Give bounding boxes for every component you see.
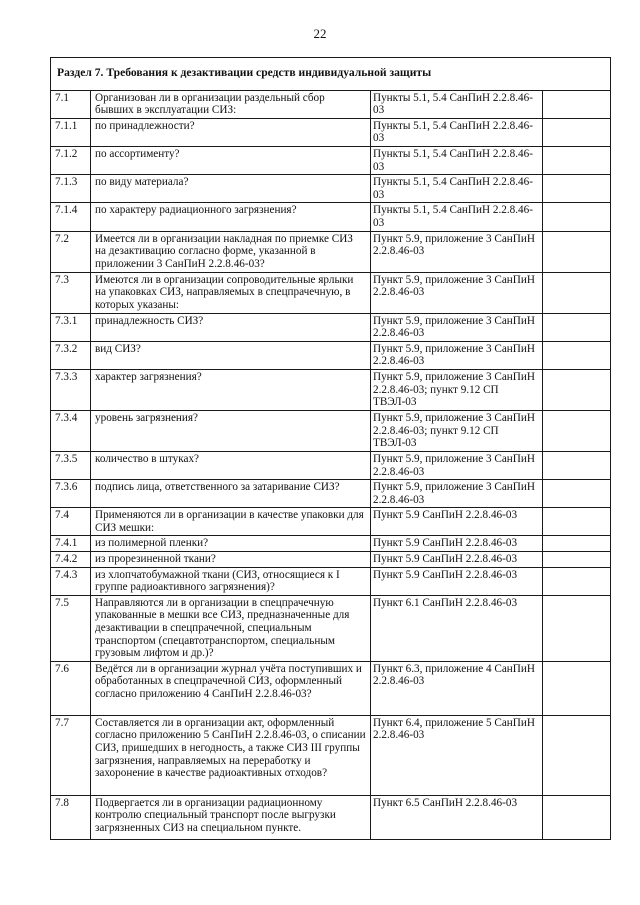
row-reference: Пункт 6.3, приложение 4 СанПиН 2.2.8.46-03 [371, 661, 543, 715]
row-question: Подвергается ли в организации радиационному контролю специальный транспорт после выгрузки загрязненных СИЗ на специальном пункте. [91, 795, 371, 839]
row-number: 7.1.4 [51, 203, 91, 231]
row-reference: Пункт 5.9, приложение 3 СанПиН 2.2.8.46-03 [371, 313, 543, 341]
table-row [51, 595, 611, 661]
requirements-table [50, 57, 611, 840]
table-row [51, 451, 611, 479]
row-mark-cell [543, 313, 611, 341]
row-mark-cell [543, 536, 611, 552]
row-mark-cell [543, 451, 611, 479]
row-number: 7.1 [51, 90, 91, 118]
table-row [51, 313, 611, 341]
row-question: Имеются ли в организации сопроводительные ярлыки на упаковках СИЗ, направляемых в спецпрачечную, в которых указаны: [91, 272, 371, 313]
row-question: Имеется ли в организации накладная по приемке СИЗ на дезактивацию согласно форме, указанной в приложении 3 СанПиН 2.2.8.46-03? [91, 231, 371, 272]
row-question: из полимерной пленки? [91, 536, 371, 552]
row-number: 7.3.1 [51, 313, 91, 341]
row-mark-cell [543, 661, 611, 715]
row-number: 7.6 [51, 661, 91, 715]
row-mark-cell [543, 175, 611, 203]
row-reference: Пункт 5.9, приложение 3 СанПиН 2.2.8.46-03 [371, 272, 543, 313]
row-reference: Пункт 6.1 СанПиН 2.2.8.46-03 [371, 595, 543, 661]
row-reference: Пункт 6.4, приложение 5 СанПиН 2.2.8.46-03 [371, 715, 543, 795]
row-question: вид СИЗ? [91, 341, 371, 369]
row-question: подпись лица, ответственного за затаривание СИЗ? [91, 480, 371, 508]
row-question: из прорезиненной ткани? [91, 552, 371, 568]
row-reference: Пункт 5.9, приложение 3 СанПиН 2.2.8.46-03 [371, 341, 543, 369]
row-reference: Пункт 5.9, приложение 3 СанПиН 2.2.8.46-03 [371, 231, 543, 272]
row-number: 7.7 [51, 715, 91, 795]
row-question: из хлопчатобумажной ткани (СИЗ, относящиеся к I группе радиоактивного загрязнения)? [91, 567, 371, 595]
table-row [51, 341, 611, 369]
row-reference: Пункты 5.1, 5.4 СанПиН 2.2.8.46-03 [371, 118, 543, 146]
row-reference: Пункты 5.1, 5.4 СанПиН 2.2.8.46-03 [371, 90, 543, 118]
row-mark-cell [543, 480, 611, 508]
row-mark-cell [543, 203, 611, 231]
row-mark-cell [543, 552, 611, 568]
row-question: по принадлежности? [91, 118, 371, 146]
row-number: 7.1.2 [51, 146, 91, 174]
row-reference: Пункт 5.9 СанПиН 2.2.8.46-03 [371, 508, 543, 536]
row-reference: Пункты 5.1, 5.4 СанПиН 2.2.8.46-03 [371, 175, 543, 203]
row-question: Направляются ли в организации в спецпрачечную упакованные в мешки все СИЗ, предназначенные для дезактивации в спецпрачечной, специальным транспортом (спецавтотранспортом, специальным грузовым лифтом и др.)? [91, 595, 371, 661]
row-reference: Пункт 5.9, приложение 3 СанПиН 2.2.8.46-03 [371, 451, 543, 479]
row-question: Ведётся ли в организации журнал учёта поступивших и обработанных в спецпрачечной СИЗ, оформленный согласно приложению 4 СанПиН 2.2.8.46-03? [91, 661, 371, 715]
row-number: 7.4.1 [51, 536, 91, 552]
section-title: Раздел 7. Требования к дезактивации средств индивидуальной защиты [51, 58, 611, 91]
row-number: 7.8 [51, 795, 91, 839]
row-number: 7.2 [51, 231, 91, 272]
row-number: 7.1.3 [51, 175, 91, 203]
row-question: количество в штуках? [91, 451, 371, 479]
row-mark-cell [543, 567, 611, 595]
table-row [51, 567, 611, 595]
row-reference: Пункт 5.9 СанПиН 2.2.8.46-03 [371, 552, 543, 568]
row-mark-cell [543, 795, 611, 839]
row-number: 7.3.5 [51, 451, 91, 479]
row-mark-cell [543, 715, 611, 795]
row-reference: Пункт 5.9, приложение 3 СанПиН 2.2.8.46-03; пункт 9.12 СП ТВЭЛ-03 [371, 369, 543, 410]
table-row [51, 118, 611, 146]
table-row [51, 795, 611, 839]
row-mark-cell [543, 410, 611, 451]
row-question: принадлежность СИЗ? [91, 313, 371, 341]
row-reference: Пункт 5.9, приложение 3 СанПиН 2.2.8.46-03 [371, 480, 543, 508]
row-question: Составляется ли в организации акт, оформленный согласно приложению 5 СанПиН 2.2.8.46-03, о списании СИЗ, пришедших в негодность, а также СИЗ III группы загрязнения, направляемых на переработку и захоронение в качестве радиоактивных отходов? [91, 715, 371, 795]
row-number: 7.4.2 [51, 552, 91, 568]
row-number: 7.4 [51, 508, 91, 536]
row-reference: Пункты 5.1, 5.4 СанПиН 2.2.8.46-03 [371, 203, 543, 231]
row-number: 7.1.1 [51, 118, 91, 146]
row-mark-cell [543, 369, 611, 410]
row-reference: Пункт 5.9, приложение 3 СанПиН 2.2.8.46-03; пункт 9.12 СП ТВЭЛ-03 [371, 410, 543, 451]
table-row [51, 369, 611, 410]
row-number: 7.3.4 [51, 410, 91, 451]
table-row [51, 175, 611, 203]
table-row [51, 552, 611, 568]
row-mark-cell [543, 231, 611, 272]
row-mark-cell [543, 508, 611, 536]
table-row [51, 508, 611, 536]
table-row [51, 480, 611, 508]
row-question: Применяются ли в организации в качестве упаковки для СИЗ мешки: [91, 508, 371, 536]
row-question: характер загрязнения? [91, 369, 371, 410]
row-mark-cell [543, 272, 611, 313]
table-row [51, 536, 611, 552]
table-row [51, 272, 611, 313]
row-question: по характеру радиационного загрязнения? [91, 203, 371, 231]
table-row [51, 410, 611, 451]
table-row [51, 715, 611, 795]
row-number: 7.3.2 [51, 341, 91, 369]
table-row [51, 231, 611, 272]
row-mark-cell [543, 341, 611, 369]
table-row [51, 90, 611, 118]
row-mark-cell [543, 146, 611, 174]
row-question: Организован ли в организации раздельный сбор бывших в эксплуатации СИЗ: [91, 90, 371, 118]
section-header-row [51, 58, 611, 91]
row-mark-cell [543, 118, 611, 146]
row-question: по ассортименту? [91, 146, 371, 174]
row-mark-cell [543, 595, 611, 661]
row-reference: Пункт 5.9 СанПиН 2.2.8.46-03 [371, 567, 543, 595]
row-question: по виду материала? [91, 175, 371, 203]
row-number: 7.4.3 [51, 567, 91, 595]
row-question: уровень загрязнения? [91, 410, 371, 451]
row-reference: Пункты 5.1, 5.4 СанПиН 2.2.8.46-03 [371, 146, 543, 174]
row-number: 7.3.6 [51, 480, 91, 508]
table-row [51, 203, 611, 231]
page-number: 22 [313, 26, 327, 41]
row-number: 7.5 [51, 595, 91, 661]
row-mark-cell [543, 90, 611, 118]
row-number: 7.3.3 [51, 369, 91, 410]
table-row [51, 146, 611, 174]
row-reference: Пункт 5.9 СанПиН 2.2.8.46-03 [371, 536, 543, 552]
row-number: 7.3 [51, 272, 91, 313]
table-row [51, 661, 611, 715]
row-reference: Пункт 6.5 СанПиН 2.2.8.46-03 [371, 795, 543, 839]
